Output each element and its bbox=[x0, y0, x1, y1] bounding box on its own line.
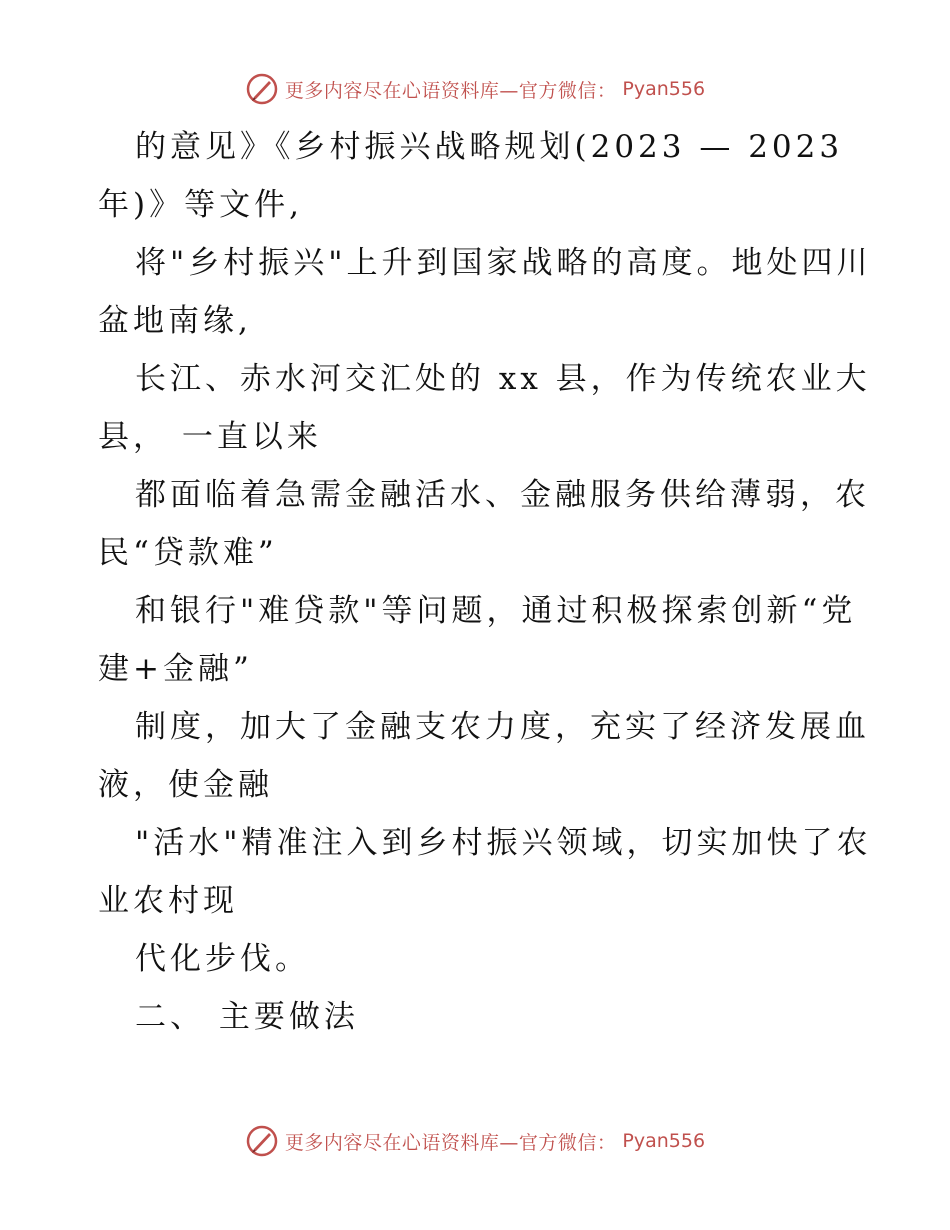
body-text-line: 盆地南缘, bbox=[98, 303, 252, 339]
quill-pen-logo-icon bbox=[245, 72, 279, 106]
body-text-line: 代化步伐。 bbox=[135, 941, 310, 977]
body-text-line: 民“贷款难” bbox=[98, 535, 278, 571]
body-text-line: 二、 主要做法 bbox=[135, 999, 359, 1035]
watermark-wechat-id: Pyan556 bbox=[622, 78, 706, 100]
watermark-text: 更多内容尽在心语资料库—官方微信： bbox=[284, 1131, 617, 1154]
quill-pen-logo-icon bbox=[245, 1124, 279, 1158]
body-text-line: 业农村现 bbox=[98, 883, 238, 919]
body-text-line: 和银行"难贷款"等问题，通过积极探索创新“党 bbox=[135, 593, 857, 629]
body-text-line: 都面临着急需金融活水、金融服务供给薄弱，农 bbox=[135, 477, 870, 513]
body-text-line: 建+金融” bbox=[98, 651, 253, 687]
watermark-text: 更多内容尽在心语资料库—官方微信： bbox=[284, 79, 617, 102]
body-text-line: 液，使金融 bbox=[98, 767, 273, 803]
body-text-line: 将"乡村振兴"上升到国家战略的高度。地处四川 bbox=[135, 245, 872, 281]
body-text-line: 县， 一直以来 bbox=[98, 419, 322, 455]
body-text-line: 制度，加大了金融支农力度，充实了经济发展血 bbox=[135, 709, 870, 745]
document-body bbox=[98, 118, 872, 1046]
body-text-line: 年)》等文件, bbox=[98, 187, 303, 223]
body-text-line: 的意见》《乡村振兴战略规划(2023 — 2023 bbox=[135, 129, 844, 165]
watermark-wechat-id: Pyan556 bbox=[622, 1130, 706, 1152]
footer-watermark bbox=[0, 1124, 950, 1158]
body-text-line: 长江、赤水河交汇处的 xx 县，作为传统农业大 bbox=[135, 361, 871, 397]
header-watermark bbox=[0, 72, 950, 106]
body-text-line: "活水"精准注入到乡村振兴领域，切实加快了农 bbox=[135, 825, 872, 861]
